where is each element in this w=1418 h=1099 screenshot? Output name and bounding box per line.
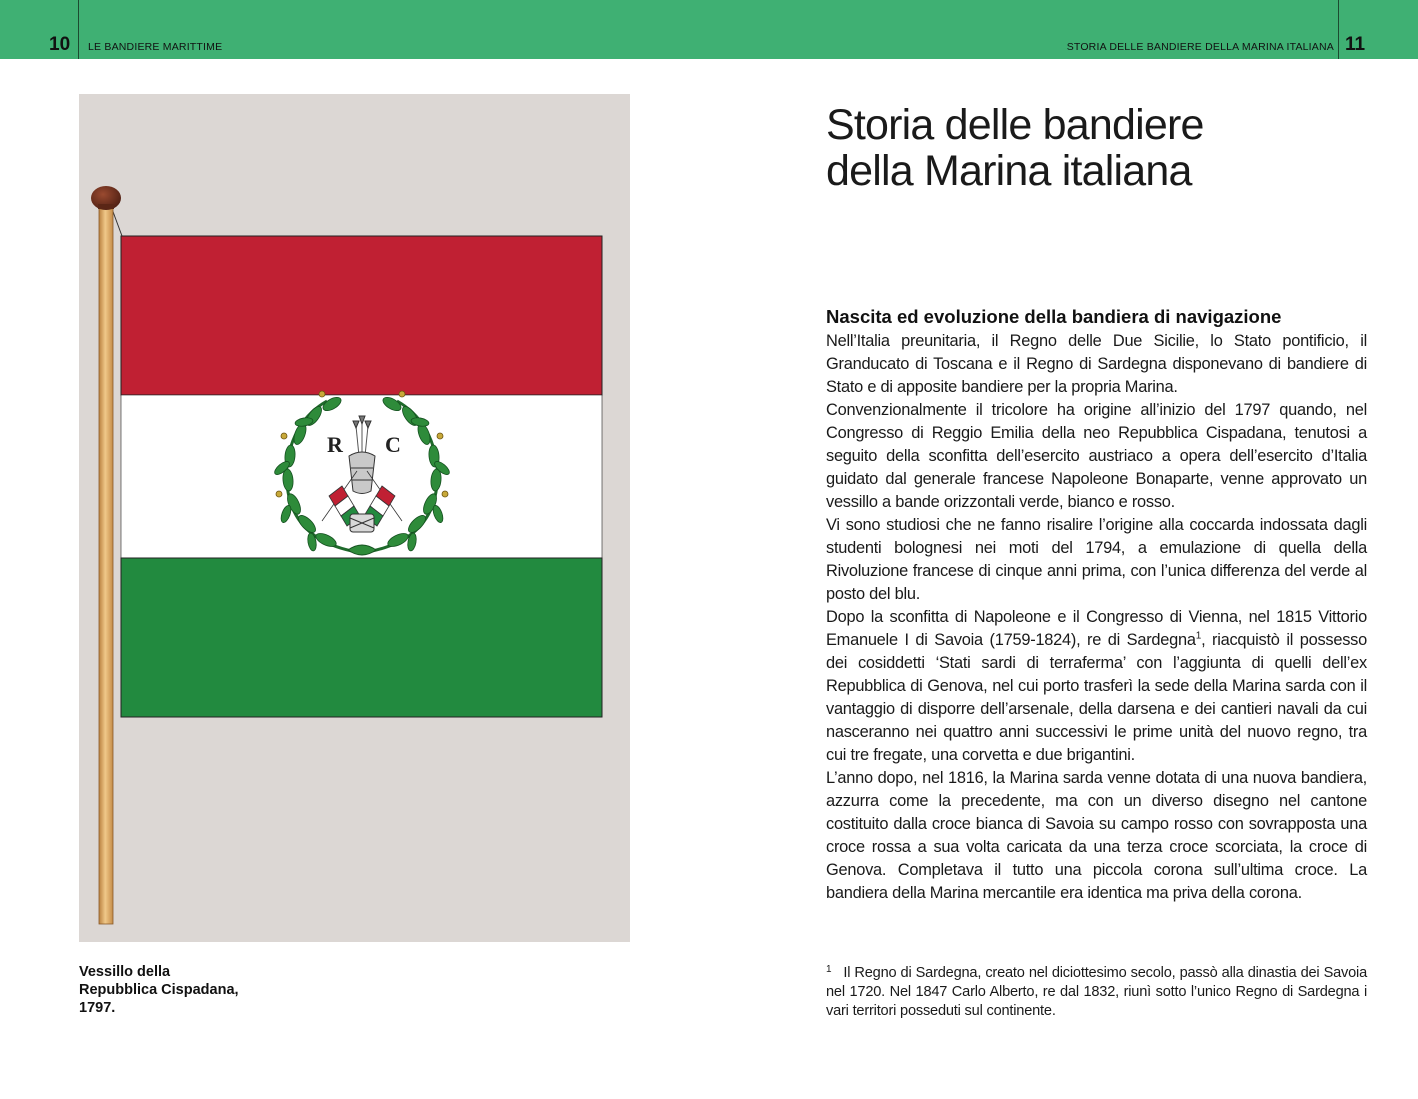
left-running-title: LE BANDIERE MARITTIME (88, 41, 223, 53)
left-page-number: 10 (49, 34, 71, 55)
header-band (0, 0, 1418, 59)
section-heading: Nascita ed evoluzione della bandiera di navigazione (826, 306, 1282, 327)
footnote-mark: 1 (826, 964, 832, 975)
header-divider-left (78, 0, 79, 59)
pole-finial-collar (98, 204, 114, 209)
footnote-text: Il Regno di Sardegna, creato nel diciottesimo secolo, passò alla dinastia dei Savoia nel 1720. Nel 1847 Carlo Alberto, re dal 1832, riunì sotto l’unico Regno di Sardegna i vari territori posseduti sul continente. (826, 965, 1367, 1019)
article-body (826, 330, 1367, 905)
article-title (826, 102, 1366, 194)
article-title-line1: Storia delle bandiere (826, 101, 1204, 149)
header-divider-right (1338, 0, 1339, 59)
flag-red-stripe (121, 236, 602, 395)
cispadane-flag-drawing (79, 94, 630, 942)
halyard-line (112, 209, 122, 236)
figure-caption: Vessillo della Repubblica Cispadana, 1797. (79, 964, 239, 1016)
trophy-drum (350, 514, 374, 532)
flag-pole (99, 204, 113, 924)
flag-green-stripe (121, 558, 602, 717)
emblem-letter-c: C (385, 432, 401, 457)
emblem-letter-r: R (327, 432, 343, 457)
paragraph-1: Nell’Italia preunitaria, il Regno delle Due Sicilie, lo Stato pontificio, il Granducato di Toscana e il Regno di Sardegna disponevano di bandiere di Stato e di apposite bandiere per la propria Marina. (826, 332, 1367, 396)
footnote-reference[interactable]: 1 (1195, 630, 1202, 642)
paragraph-4-part-1: Dopo la sconfitta di Napoleone e il Congresso di Vienna, nel 1815 Vittorio Emanuele I di Savoia (1759-1824), re di Sardegna (826, 608, 1367, 649)
right-page-number: 11 (1345, 34, 1366, 55)
paragraph-4 (826, 606, 1367, 767)
flag-illustration (79, 94, 630, 942)
paragraph-4-part-2: , riacquistò il possesso dei cosiddetti ‘Stati sardi di terraferma’ con l’aggiunta di quelli dell’ex Repubblica di Genova, nel cui porto trasferì la sede della Marina sarda con il vantaggio di disporre dell’arsenale, della darsena e dei cantieri navali da cui nasceranno nei quattro anni successivi le prime unità del nuovo regno, tra cui tre fregate, una corvetta e due brigantini. (826, 631, 1367, 764)
paragraph-3: Vi sono studiosi che ne fanno risalire l’origine alla coccarda indossata dagli studenti bolognesi nei moti del 1794, a emulazione di quella della Rivoluzione francese di cinque anni prima, con l’unica differenza del verde al posto del blu. (826, 516, 1367, 603)
paragraph-2: Convenzionalmente il tricolore ha origine all’inizio del 1797 quando, nel Congresso di Reggio Emilia della neo Repubblica Cispadana, tenutosi a seguito della sconfitta dell’esercito austriaco a opera dell’esercito d’Italia guidato dal generale francese Napoleone Bonaparte, venne approvato un vessillo a bande orizzontali verde, bianco e rosso. (826, 401, 1367, 511)
footnote (826, 960, 1367, 1021)
right-running-title: STORIA DELLE BANDIERE DELLA MARINA ITALIANA (1066, 41, 1334, 53)
paragraph-5: L’anno dopo, nel 1816, la Marina sarda venne dotata di una nuova bandiera, azzurra come la precedente, ma con un diverso disegno nel cantone costituito dalla croce bianca di Savoia su campo rosso con sovrapposta una croce rossa a sua volta caricata da una terza croce scorciata, la croce di Genova. Completava il tutto una piccola corona sull’ultima croce. La bandiera della Marina mercantile era identica ma priva della corona. (826, 769, 1367, 902)
article-title-line2: della Marina italiana (826, 147, 1192, 195)
